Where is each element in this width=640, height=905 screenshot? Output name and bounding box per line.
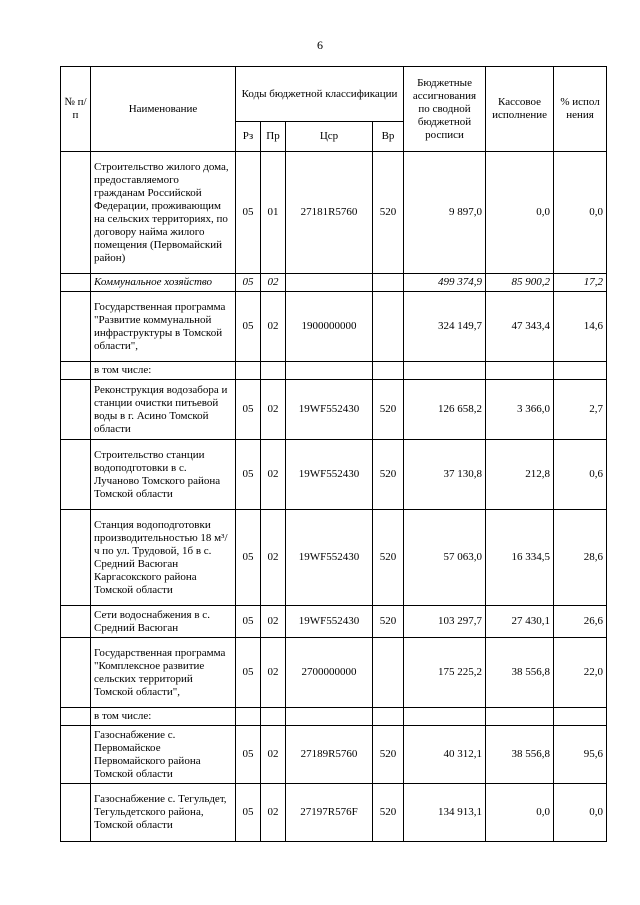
row-csr: 19WF552430 xyxy=(286,510,373,606)
header-csr: Цср xyxy=(286,122,373,152)
row-name: Газоснабжение с. Первомайское Первомайского района Томской области xyxy=(91,726,236,784)
row-pct: 22,0 xyxy=(554,638,607,708)
table-row xyxy=(61,606,607,638)
row-budget: 103 297,7 xyxy=(404,606,486,638)
row-csr: 19WF552430 xyxy=(286,440,373,510)
row-pct: 28,6 xyxy=(554,510,607,606)
row-vr xyxy=(373,292,404,362)
header-rz: Рз xyxy=(236,122,261,152)
row-pr: 01 xyxy=(261,152,286,274)
row-rz: 05 xyxy=(236,274,261,292)
row-cash: 212,8 xyxy=(486,440,554,510)
row-pct: 95,6 xyxy=(554,726,607,784)
row-csr: 2700000000 xyxy=(286,638,373,708)
row-budget: 324 149,7 xyxy=(404,292,486,362)
row-rz: 05 xyxy=(236,292,261,362)
row-csr: 19WF552430 xyxy=(286,380,373,440)
header-budget: Бюджетные ассигнования по сводной бюджетной росписи xyxy=(404,67,486,152)
row-budget: 134 913,1 xyxy=(404,784,486,842)
row-csr: 1900000000 xyxy=(286,292,373,362)
row-budget: 40 312,1 xyxy=(404,726,486,784)
table-row xyxy=(61,784,607,842)
header-pr: Пр xyxy=(261,122,286,152)
budget-table xyxy=(60,66,607,842)
row-csr: 27197R576F xyxy=(286,784,373,842)
row-pct: 0,6 xyxy=(554,440,607,510)
row-cash: 3 366,0 xyxy=(486,380,554,440)
header-num: № п/п xyxy=(61,67,91,152)
header-codes: Коды бюджетной классификации xyxy=(236,67,404,122)
row-vr: 520 xyxy=(373,784,404,842)
row-pr: 02 xyxy=(261,292,286,362)
row-vr: 520 xyxy=(373,380,404,440)
row-name: в том числе: xyxy=(91,362,236,380)
row-pr: 02 xyxy=(261,440,286,510)
row-pr: 02 xyxy=(261,380,286,440)
table-row xyxy=(61,274,607,292)
row-pr: 02 xyxy=(261,274,286,292)
table-row xyxy=(61,638,607,708)
row-csr: 27181R5760 xyxy=(286,152,373,274)
table-row xyxy=(61,362,607,380)
header-name: Наименование xyxy=(91,67,236,152)
table-row xyxy=(61,152,607,274)
row-vr: 520 xyxy=(373,726,404,784)
row-name: Государственная программа "Комплексное развитие сельских территорий Томской области", xyxy=(91,638,236,708)
row-budget: 57 063,0 xyxy=(404,510,486,606)
row-name: Сети водоснабжения в с. Средний Васюган xyxy=(91,606,236,638)
row-vr: 520 xyxy=(373,606,404,638)
row-rz: 05 xyxy=(236,440,261,510)
page-number: 6 xyxy=(317,38,323,52)
row-pr: 02 xyxy=(261,606,286,638)
row-vr xyxy=(373,274,404,292)
row-rz: 05 xyxy=(236,380,261,440)
row-pct: 0,0 xyxy=(554,784,607,842)
row-csr xyxy=(286,274,373,292)
row-pct: 26,6 xyxy=(554,606,607,638)
row-rz: 05 xyxy=(236,726,261,784)
row-cash: 38 556,8 xyxy=(486,638,554,708)
table-row xyxy=(61,292,607,362)
row-rz: 05 xyxy=(236,510,261,606)
row-budget: 9 897,0 xyxy=(404,152,486,274)
row-pr: 02 xyxy=(261,510,286,606)
row-rz: 05 xyxy=(236,784,261,842)
row-budget: 175 225,2 xyxy=(404,638,486,708)
row-csr: 19WF552430 xyxy=(286,606,373,638)
row-cash: 27 430,1 xyxy=(486,606,554,638)
table-row xyxy=(61,380,607,440)
header-cash: Кассовое исполнение xyxy=(486,67,554,152)
row-rz: 05 xyxy=(236,606,261,638)
row-pct: 17,2 xyxy=(554,274,607,292)
row-cash: 0,0 xyxy=(486,784,554,842)
table-row xyxy=(61,726,607,784)
row-name: Реконструкция водозабора и станции очистки питьевой воды в г. Асино Томской области xyxy=(91,380,236,440)
table-row xyxy=(61,708,607,726)
header-vr: Вр xyxy=(373,122,404,152)
row-vr: 520 xyxy=(373,152,404,274)
row-cash: 16 334,5 xyxy=(486,510,554,606)
table-row xyxy=(61,510,607,606)
row-name: Станция водоподготовки производительностью 18 м³/ч по ул. Трудовой, 1б в с. Средний Васюган Каргасокского района Томской области xyxy=(91,510,236,606)
row-cash: 85 900,2 xyxy=(486,274,554,292)
table-row xyxy=(61,440,607,510)
row-name: Коммунальное хозяйство xyxy=(91,274,236,292)
row-cash: 47 343,4 xyxy=(486,292,554,362)
row-name: Государственная программа "Развитие коммунальной инфраструктуры в Томской области", xyxy=(91,292,236,362)
row-csr: 27189R5760 xyxy=(286,726,373,784)
row-vr xyxy=(373,638,404,708)
row-rz: 05 xyxy=(236,152,261,274)
row-name: Газоснабжение с. Тегульдет, Тегульдетского района, Томской области xyxy=(91,784,236,842)
row-pr: 02 xyxy=(261,726,286,784)
row-pr: 02 xyxy=(261,638,286,708)
header-percent: % испол нения xyxy=(554,67,607,152)
row-pct: 14,6 xyxy=(554,292,607,362)
row-budget: 499 374,9 xyxy=(404,274,486,292)
row-name: в том числе: xyxy=(91,708,236,726)
row-budget: 126 658,2 xyxy=(404,380,486,440)
row-cash: 38 556,8 xyxy=(486,726,554,784)
row-pct: 0,0 xyxy=(554,152,607,274)
row-rz: 05 xyxy=(236,638,261,708)
row-vr: 520 xyxy=(373,510,404,606)
row-budget: 37 130,8 xyxy=(404,440,486,510)
row-cash: 0,0 xyxy=(486,152,554,274)
row-vr: 520 xyxy=(373,440,404,510)
row-pr: 02 xyxy=(261,784,286,842)
row-pct: 2,7 xyxy=(554,380,607,440)
row-name: Строительство станции водоподготовки в с. Лучаново Томского района Томской области xyxy=(91,440,236,510)
row-name: Строительство жилого дома, предоставляемого гражданам Российской Федерации, проживающим на сельских территориях, по договору найма жилого помещения (Первомайский район) xyxy=(91,152,236,274)
